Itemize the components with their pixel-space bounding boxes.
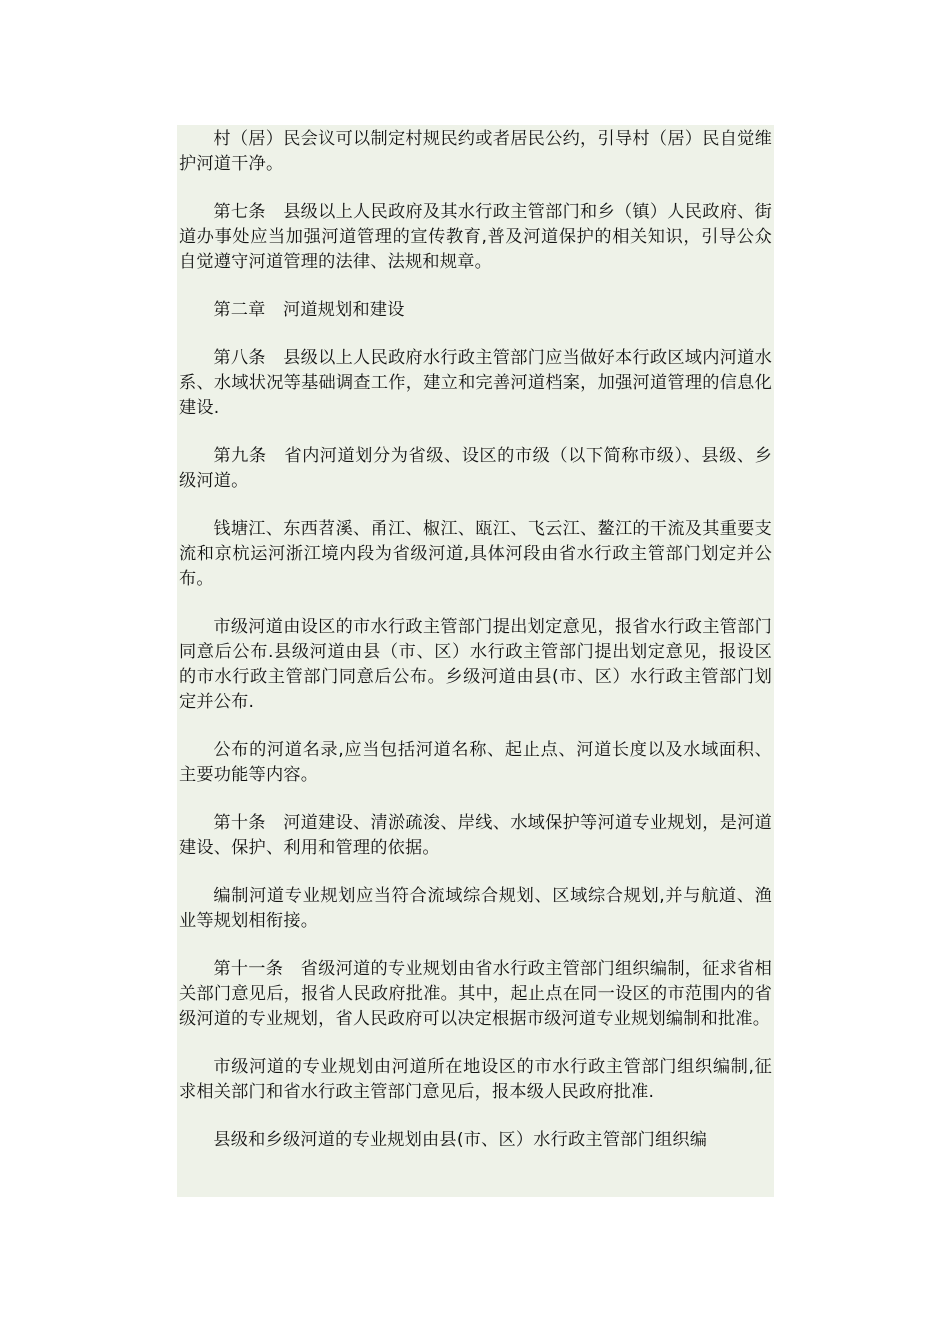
- paragraph-provincial-rivers: 钱塘江、东西苕溪、甬江、椒江、瓯江、飞云江、鳌江的干流及其重要支流和京杭运河浙江境内段为省级河道,具体河段由省水行政主管部门划定并公布。: [179, 519, 772, 589]
- paragraph-municipal-planning: 市级河道的专业规划由河道所在地设区的市水行政主管部门组织编制,征求相关部门和省水行政主管部门意见后，报本级人民政府批准.: [179, 1057, 772, 1102]
- paragraph-county-planning: 县级和乡级河道的专业规划由县(市、区）水行政主管部门组织编: [213, 1130, 708, 1150]
- paragraph-article-9: 第九条 省内河道划分为省级、设区的市级（以下简称市级）、县级、乡级河道。: [179, 446, 772, 491]
- paragraph-article-11: 第十一条 省级河道的专业规划由省水行政主管部门组织编制，征求省相关部门意见后，报省人民政府批准。其中，起止点在同一设区的市范围内的省级河道的专业规划，省人民政府可以决定根据市级河道专业规划编制和批准。: [179, 959, 772, 1029]
- paragraph-article-10: 第十条 河道建设、清淤疏浚、岸线、水域保护等河道专业规划，是河道建设、保护、利用和管理的依据。: [179, 813, 772, 858]
- paragraph-planning-compliance: 编制河道专业规划应当符合流域综合规划、区域综合规划,并与航道、渔业等规划相衔接。: [179, 886, 772, 931]
- paragraph-village-rules: 村（居）民会议可以制定村规民约或者居民公约，引导村（居）民自觉维护河道干净。: [179, 129, 772, 174]
- paragraph-river-list: 公布的河道名录,应当包括河道名称、起止点、河道长度以及水域面积、主要功能等内容。: [179, 740, 772, 785]
- paragraph-municipal-rivers: 市级河道由设区的市水行政主管部门提出划定意见，报省水行政主管部门同意后公布.县级河道由县（市、区）水行政主管部门提出划定意见，报设区的市水行政主管部门同意后公布。乡级河道由县(市、区）水行政主管部门划定并公布.: [179, 617, 772, 712]
- document-text-block: [177, 125, 774, 1197]
- paragraph-article-8: 第八条 县级以上人民政府水行政主管部门应当做好本行政区域内河道水系、水域状况等基础调查工作，建立和完善河道档案，加强河道管理的信息化建设.: [179, 348, 772, 418]
- chapter-2-heading: 第二章 河道规划和建设: [213, 300, 405, 320]
- paragraph-article-7: 第七条 县级以上人民政府及其水行政主管部门和乡（镇）人民政府、街道办事处应当加强河道管理的宣传教育,普及河道保护的相关知识，引导公众自觉遵守河道管理的法律、法规和规章。: [179, 202, 772, 272]
